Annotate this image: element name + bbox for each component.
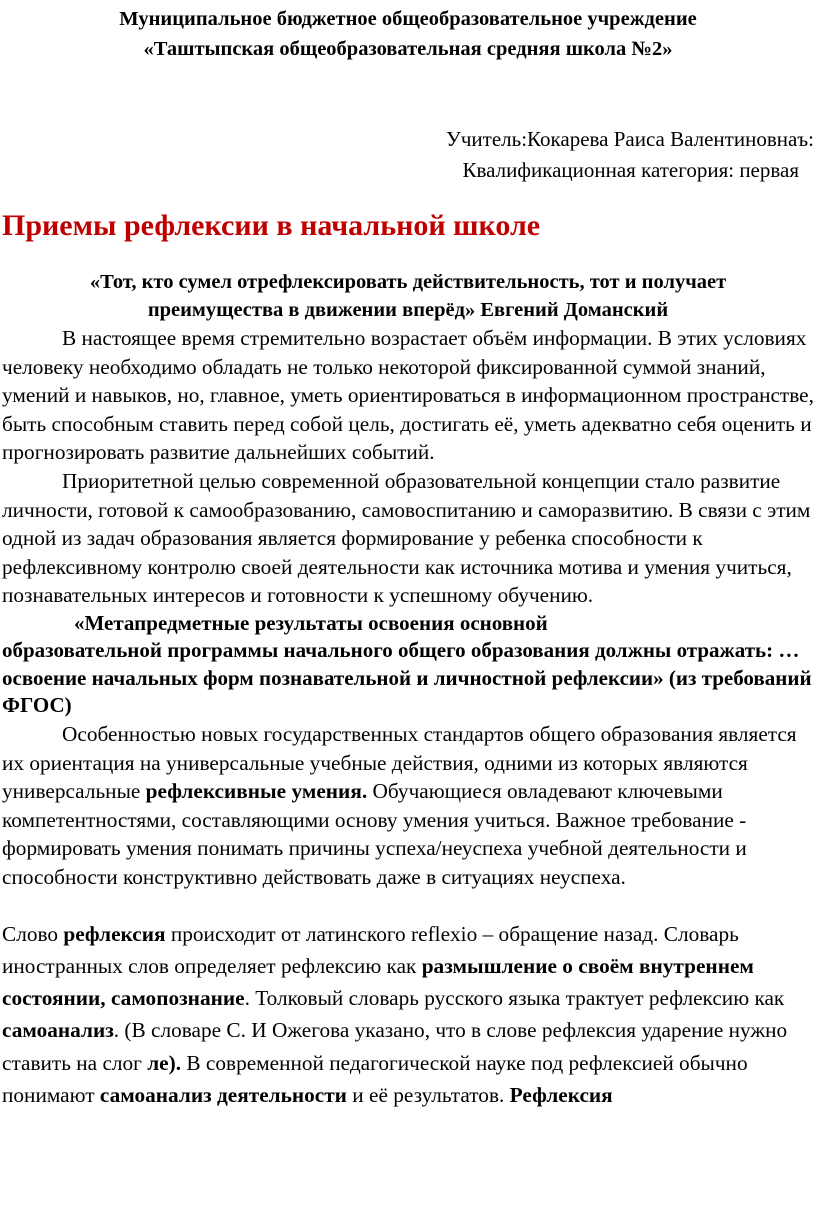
paragraph-3-text1: Особенностью новых государственных стандартов общего образования является их ориентация на универсальные учебные действия, одними из которых являются универсальные <box>2 721 797 804</box>
teacher-category: Квалификационная категория: первая <box>462 158 799 182</box>
paragraph-4-block <box>0 918 816 1112</box>
spacer <box>0 892 816 918</box>
paragraph-4-bold5: самоанализ деятельности <box>99 1082 347 1107</box>
paragraph-4-bold2: размышление о своём внутреннем состоянии, самопознание <box>2 953 754 1011</box>
paragraph-4-bold1: рефлексия <box>63 921 166 946</box>
school-header <box>0 0 816 64</box>
fgos-quote-rest: образовательной программы начального общего образования должны отражать: … освоение начальных форм познавательной и личностной рефлексии» (из требований ФГОС) <box>2 638 812 718</box>
epigraph-line1: «Тот, кто сумел отрефлексировать действительность, тот и получает <box>89 271 727 293</box>
school-header-line2: «Таштыпская общеобразовательная средняя школа №2» <box>143 38 673 60</box>
paragraph-4 <box>0 918 816 1112</box>
paragraph-3 <box>0 720 816 892</box>
paragraph-3-text2: Обучающиеся овладевают ключевыми компетентностями, составляющими основу умения учиться. Важное требование - формировать умения понимать причины успеха/неуспеха учебной деятельности и способности конструктивно действовать даже в ситуациях неуспеха. <box>2 779 747 889</box>
paragraph-2: Приоритетной целью современной образовательной концепции стало развитие личности, готовой к самообразованию, самовоспитанию и саморазвитию. В связи с этим одной из задач образования является формирование у ребенка способности к рефлексивному контролю своей деятельности как источника мотива и умения учиться, познавательных интересов и готовности к успешному обучению. <box>2 468 811 608</box>
paragraph-4-text3: . Толковый словарь русского языка трактует рефлексию как <box>244 986 785 1011</box>
teacher-name: Учитель:Кокарева Раиса Валентиновнаъ: <box>445 127 814 151</box>
school-header-line1: Муниципальное бюджетное общеобразовательное учреждение <box>119 8 697 30</box>
paragraph-4-bold4: ле). <box>147 1050 182 1075</box>
fgos-quote-line1: «Метапредметные результаты освоения основной <box>74 610 548 635</box>
paragraph-4-text2: происходит от латинского reflexio – обращение назад. Словарь иностранных слов определяет рефлексию как <box>2 921 739 978</box>
teacher-info <box>0 124 816 186</box>
paragraph-4-text5: В современной педагогической науке под рефлексией обычно понимают <box>2 1050 748 1107</box>
document-title: Приемы рефлексии в начальной школе <box>2 209 541 242</box>
epigraph-line2: преимущества в движении вперёд» Евгений Доманский <box>147 299 669 321</box>
fgos-quote <box>0 610 816 720</box>
epigraph <box>0 268 816 324</box>
paragraph-4-bold6: Рефлексия <box>509 1082 613 1107</box>
paragraph-1: В настоящее время стремительно возрастает объём информации. В этих условиях человеку необходимо обладать не только некоторой фиксированной суммой знаний, умений и навыков, но, главное, уметь ориентироваться в информационном пространстве, быть способным ставить перед собой цель, достигать её, уметь адекватно себя оценить и прогнозировать развитие дальнейших событий. <box>2 326 814 465</box>
paragraph-4-text6: и её результатов. <box>346 1082 510 1107</box>
paragraph-4-text4: . (В словаре С. И Ожегова указано, что в слове рефлексия ударение нужно ставить на слог <box>2 1018 788 1075</box>
paragraph-4-bold3: самоанализ <box>2 1018 114 1043</box>
paragraph-4-text1: Слово <box>2 921 64 946</box>
paragraph-3-bold1: рефлексивные умения. <box>145 779 368 804</box>
